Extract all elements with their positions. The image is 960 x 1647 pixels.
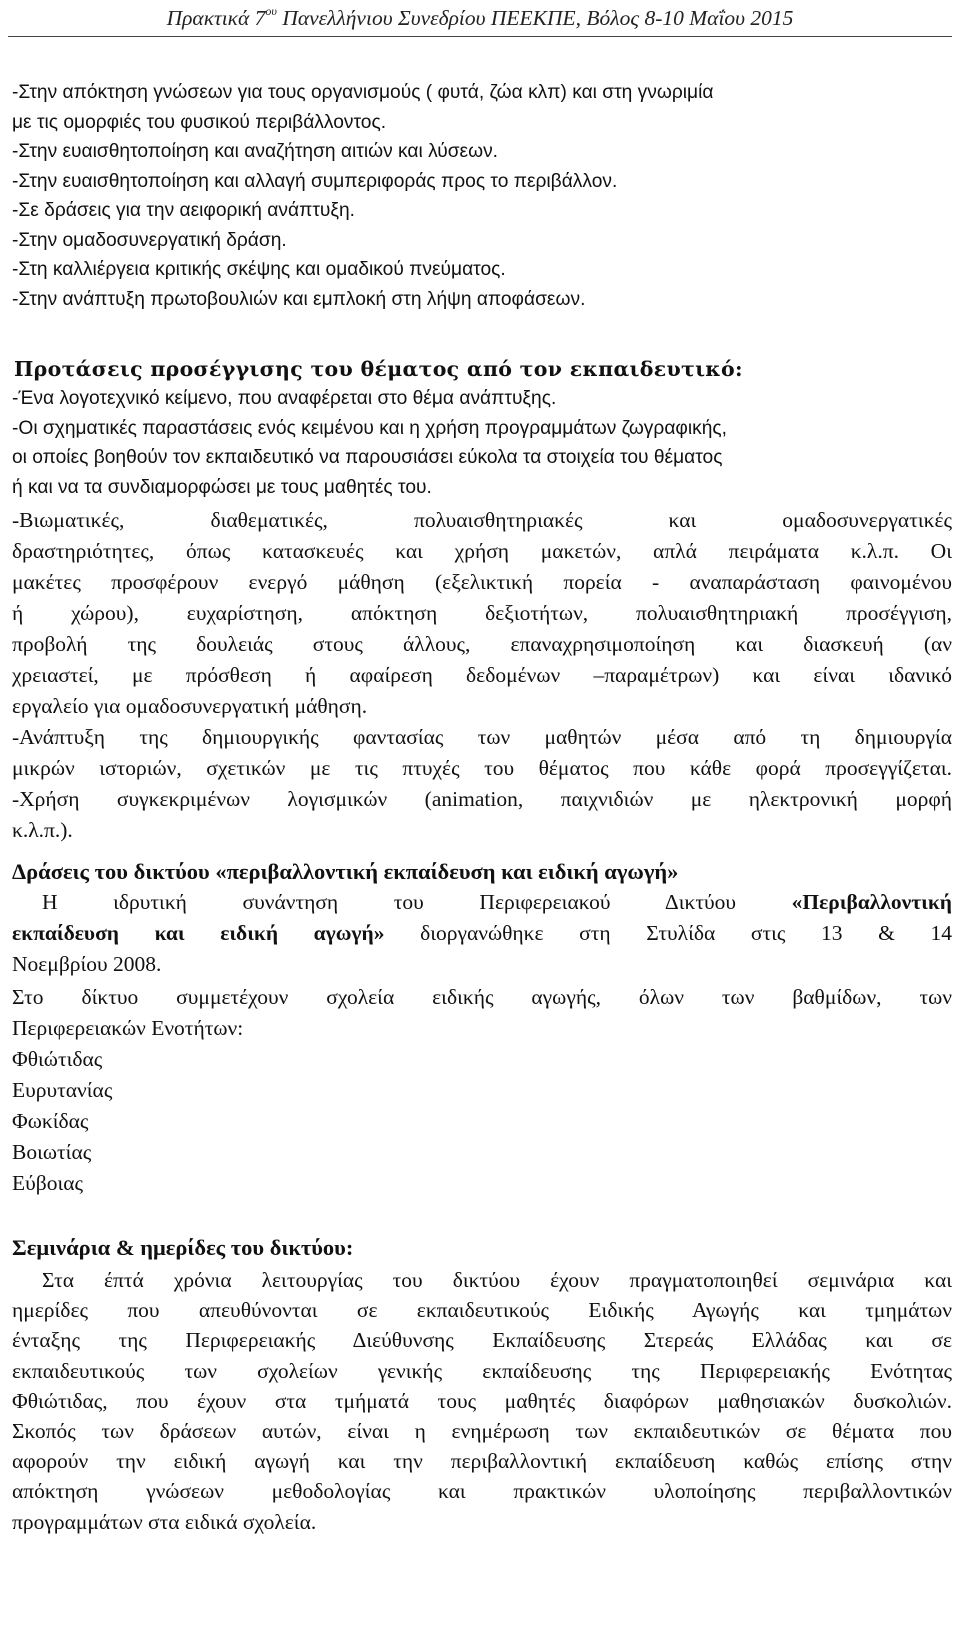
activities-line: χρειαστεί, με πρόσθεση ή αφαίρεση δεδομένων –παραμέτρων) και είναι ιδανικό [12, 663, 952, 687]
goals-line: -Στην ομαδοσυνεργατική δράση. [12, 229, 287, 251]
activities-line: ή χώρου), ευχαρίστηση, απόκτηση δεξιοτήτων, πολυαισθητηριακή προσέγγιση, [12, 601, 952, 625]
activities-paragraph [12, 505, 952, 846]
activities-line: -Ανάπτυξη της δημιουργικής φαντασίας των μαθητών μέσα από τη δημιουργία [12, 725, 952, 749]
network-p1-line2 [12, 918, 952, 949]
network-section [12, 856, 952, 1199]
page-header [0, 6, 960, 31]
goals-line: -Στη καλλιέργεια κριτικής σκέψης και ομαδικού πνεύματος. [12, 259, 506, 280]
approach-line: -Οι σχηματικές παραστάσεις ενός κειμένου και η χρήση προγραμμάτων ζωγραφικής, [12, 417, 727, 439]
seminars-line: Σκοπός των δράσεων αυτών, είναι η ενημέρωση των εκπαιδευτικών σε θέματα που [12, 1418, 952, 1443]
network-p2-line2: Περιφερειακών Ενοτήτων: [12, 1016, 244, 1040]
activities-line: μακέτες προσφέρουν ενεργό μάθηση (εξελικτική πορεία - αναπαράσταση φαινομένου [12, 570, 952, 594]
goals-line: -Σε δράσεις για την αειφορική ανάπτυξη. [12, 200, 355, 221]
network-p2-line1: Στο δίκτυο συμμετέχουν σχολεία ειδικής αγωγής, όλων των βαθμίδων, των [12, 985, 952, 1009]
goals-line: με τις ομορφιές του φυσικού περιβάλλοντος. [12, 111, 387, 133]
region-item: Ευρυτανίας [12, 1078, 113, 1102]
network-p1-line1 [12, 887, 952, 918]
network-heading: Δράσεις του δικτύου «περιβαλλοντική εκπαίδευση και ειδική αγωγή» [12, 859, 679, 884]
activities-line: κ.λ.π.). [12, 818, 73, 842]
approach-heading: Προτάσεις προσέγγισης του θέματος από τον εκπαιδευτικό: [14, 357, 743, 381]
activities-line: εργαλείο για ομαδοσυνεργατική μάθηση. [12, 694, 368, 718]
seminars-section [12, 1232, 952, 1537]
activities-line: δραστηριότητες, όπως κατασκευές και χρήση μακετών, απλά πειράματα κ.λ.π. Οι [12, 539, 952, 563]
approach-line: -Ένα λογοτεχνικό κείμενο, που αναφέρεται στο θέμα ανάπτυξης. [12, 388, 557, 409]
header-superscript: ου [265, 4, 277, 18]
header-divider [8, 36, 952, 37]
seminars-heading: Σεμινάρια & ημερίδες του δικτύου: [12, 1235, 354, 1260]
seminars-line: Στα έπτά χρόνια λειτουργίας του δικτύου έχουν πραγματοποιηθεί σεμινάρια και [42, 1268, 952, 1292]
network-name-part2: εκπαίδευση και ειδική αγωγή» [12, 921, 385, 945]
goals-line: -Στην ευαισθητοποίηση και αλλαγή συμπεριφοράς προς το περιβάλλον. [12, 170, 618, 192]
approach-line: ή και να τα συνδιαμορφώσει με τους μαθητές του. [12, 476, 432, 498]
network-p1-line3: Νοεμβρίου 2008. [12, 952, 162, 976]
region-item: Βοιωτίας [12, 1140, 92, 1164]
activities-line: -Χρήση συγκεκριμένων λογισμικών (animation, παιχνιδιών με ηλεκτρονική μορφή [12, 787, 952, 811]
activities-line: μικρών ιστοριών, σχετικών με τις πτυχές του θέματος που κάθε φορά προσεγγίζεται. [12, 756, 952, 780]
seminars-line: προγραμμάτων στα ειδικά σχολεία. [12, 1509, 317, 1534]
header-text-post: Πανελλήνιου Συνεδρίου ΠΕΕΚΠΕ, Βόλος 8-10 Μαΐου 2015 [276, 6, 794, 30]
goals-list [12, 78, 952, 314]
goals-line: -Στην απόκτηση γνώσεων για τους οργανισμούς ( φυτά, ζώα κλπ) και στη γνωριμία [12, 82, 714, 103]
network-name-part1: «Περιβαλλοντική [791, 890, 952, 914]
seminars-line: ημερίδες που απευθύνονται σε εκπαιδευτικούς Ειδικής Αγωγής και τμημάτων [12, 1298, 952, 1323]
header-text-pre: Πρακτικά 7 [166, 6, 266, 30]
approach-line: οι οποίες βοηθούν τον εκπαιδευτικό να παρουσιάσει εύκολα τα στοιχεία του θέματος [12, 447, 723, 468]
activities-line: -Βιωματικές, διαθεματικές, πολυαισθητηριακές και ομαδοσυνεργατικές [12, 508, 952, 532]
network-p1-start: Η ιδρυτική συνάντηση του Περιφερειακού Δικτύου [42, 890, 792, 914]
seminars-line: εκπαιδευτικούς των σχολείων γενικής εκπαίδευσης της Περιφερειακής Ενότητας [12, 1358, 952, 1383]
region-item: Εύβοιας [12, 1171, 84, 1195]
approach-section [12, 354, 952, 502]
network-p1-mid: διοργανώθηκε στη Στυλίδα στις 13 & 14 [384, 921, 952, 945]
seminars-line: ένταξης της Περιφερειακής Διεύθυνσης Εκπαίδευσης Στερεάς Ελλάδας και σε [12, 1328, 952, 1353]
activities-line: προβολή της δουλειάς στους άλλους, επαναχρησιμοποίηση και διασκευή (αν [12, 632, 952, 656]
seminars-line: αφορούν την ειδική αγωγή και την περιβαλλοντική εκπαίδευση καθώς επίσης στην [12, 1449, 952, 1474]
goals-line: -Στην ευαισθητοποίηση και αναζήτηση αιτιών και λύσεων. [12, 141, 499, 162]
region-item: Φωκίδας [12, 1109, 89, 1133]
region-item: Φθιώτιδας [12, 1047, 103, 1071]
seminars-line: Φθιώτιδας, που έχουν στα τμήματά τους μαθητές διαφόρων μαθησιακών δυσκολιών. [12, 1388, 952, 1413]
seminars-line: απόκτηση γνώσεων μεθοδολογίας και πρακτικών υλοποίησης περιβαλλοντικών [12, 1479, 952, 1504]
goals-line: -Στην ανάπτυξη πρωτοβουλιών και εμπλοκή στη λήψη αποφάσεων. [12, 288, 586, 310]
